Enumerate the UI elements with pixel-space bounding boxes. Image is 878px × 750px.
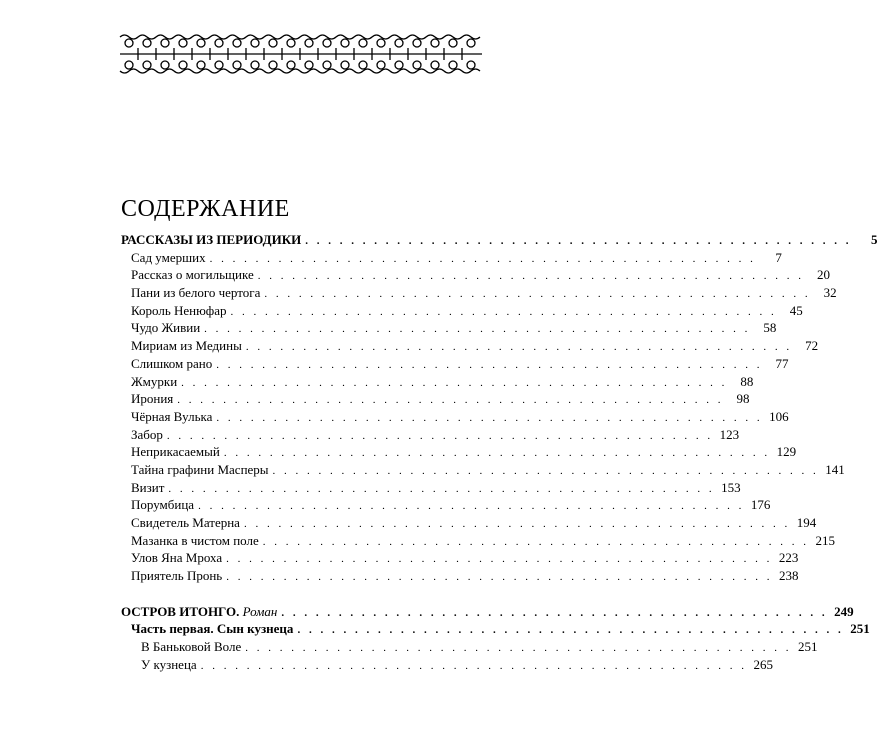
toc-page-number: 265 <box>753 656 773 672</box>
dot-leader: . . . . . . . . . . . . . . . . . . . . . . . . . . . . . . . . . . . . . . . . . . . . . . . . <box>223 447 771 460</box>
toc-page-number: 123 <box>719 426 740 442</box>
toc-entry-label: Рассказ о могильщике <box>131 267 254 283</box>
dot-leader: . . . . . . . . . . . . . . . . . . . . . . . . . . . . . . . . . . . . . . . . . . . . . . . . <box>297 624 844 637</box>
toc-entry[interactable] <box>121 408 789 426</box>
page-title: СОДЕРЖАНИЕ <box>121 196 290 223</box>
toc-entry-label: Пани из белого чертога <box>131 285 261 301</box>
toc-entry[interactable] <box>121 302 803 320</box>
dot-leader: . . . . . . . . . . . . . . . . . . . . . . . . . . . . . . . . . . . . . . . . . . . . . . . . <box>281 606 828 619</box>
dot-leader: . . . . . . . . . . . . . . . . . . . . . . . . . . . . . . . . . . . . . . . . . . . . . . . . <box>272 464 819 477</box>
toc-entry[interactable] <box>121 567 799 585</box>
toc-section-heading[interactable] <box>121 231 878 249</box>
toc-page-number: 176 <box>750 497 771 513</box>
dot-leader: . . . . . . . . . . . . . . . . . . . . . . . . . . . . . . . . . . . . . . . . . . . . . . . . <box>305 235 852 247</box>
table-of-contents <box>121 231 878 674</box>
toc-entry[interactable] <box>121 479 741 497</box>
toc-entry[interactable] <box>121 337 819 355</box>
toc-entry[interactable] <box>121 284 837 302</box>
toc-page-number: 223 <box>778 550 799 566</box>
dot-leader: . . . . . . . . . . . . . . . . . . . . . . . . . . . . . . . . . . . . . . . . . . . . . . . . <box>166 429 714 442</box>
toc-entry-label: Король Ненюфар <box>131 302 227 318</box>
toc-entry-label: Чудо Живии <box>131 320 201 336</box>
dot-leader: . . . . . . . . . . . . . . . . . . . . . . . . . . . . . . . . . . . . . . . . . . . . . . . . <box>181 376 728 389</box>
lace-border-icon <box>120 33 482 75</box>
toc-page-number: 251 <box>850 621 870 637</box>
toc-entry[interactable] <box>121 266 830 284</box>
toc-entry-label: Свидетель Матерна <box>131 515 240 530</box>
dot-leader: . . . . . . . . . . . . . . . . . . . . . . . . . . . . . . . . . . . . . . . . . . . . . . . . <box>198 500 745 513</box>
toc-entry[interactable] <box>121 549 799 567</box>
dot-leader: . . . . . . . . . . . . . . . . . . . . . . . . . . . . . . . . . . . . . . . . . . . . . . . . <box>168 482 715 495</box>
toc-entry-label <box>121 603 277 621</box>
toc-entry[interactable] <box>121 532 836 550</box>
dot-leader: . . . . . . . . . . . . . . . . . . . . . . . . . . . . . . . . . . . . . . . . . . . . . . . . <box>226 571 773 584</box>
toc-page-number: 215 <box>815 532 836 548</box>
toc-page-number: 7 <box>775 249 782 265</box>
toc-entry-label: В Баньковой Воле <box>141 639 242 655</box>
dot-leader: . . . . . . . . . . . . . . . . . . . . . . . . . . . . . . . . . . . . . . . . . . . . . . . . <box>216 411 763 424</box>
dot-leader: . . . . . . . . . . . . . . . . . . . . . . . . . . . . . . . . . . . . . . . . . . . . . . . . <box>226 553 773 566</box>
toc-section-items <box>121 249 845 585</box>
dot-leader: . . . . . . . . . . . . . . . . . . . . . . . . . . . . . . . . . . . . . . . . . . . . . . . . <box>257 270 804 283</box>
toc-entry-label: РАССКАЗЫ ИЗ ПЕРИОДИКИ <box>121 232 302 247</box>
toc-page-number: 106 <box>769 408 789 424</box>
dot-leader: . . . . . . . . . . . . . . . . . . . . . . . . . . . . . . . . . . . . . . . . . . . . . . . . <box>230 305 777 318</box>
toc-page-number: 194 <box>796 515 817 530</box>
toc-entry[interactable] <box>121 656 773 674</box>
dot-leader: . . . . . . . . . . . . . . . . . . . . . . . . . . . . . . . . . . . . . . . . . . . . . . . . <box>264 288 811 301</box>
toc-entry-label: Часть первая. Сын кузнеца <box>131 621 294 637</box>
toc-page-number: 20 <box>816 267 830 283</box>
dot-leader: . . . . . . . . . . . . . . . . . . . . . . . . . . . . . . . . . . . . . . . . . . . . . . . . <box>245 642 792 655</box>
toc-entry-label: Приятель Пронь <box>131 568 223 584</box>
toc-section-items <box>121 638 818 673</box>
toc-page-number: 141 <box>825 461 845 477</box>
toc-page-number: 5 <box>871 232 878 247</box>
dot-leader: . . . . . . . . . . . . . . . . . . . . . . . . . . . . . . . . . . . . . . . . . . . . . . . . <box>243 518 791 530</box>
toc-page-number: 153 <box>721 479 741 495</box>
toc-entry-label: Ирония <box>131 391 174 407</box>
toc-entry[interactable] <box>121 390 750 408</box>
toc-entry[interactable] <box>121 638 818 656</box>
toc-page-number: 58 <box>763 320 777 336</box>
toc-entry-label: Визит <box>131 479 165 495</box>
toc-entry[interactable] <box>121 514 817 532</box>
toc-section-heading[interactable] <box>121 603 854 621</box>
toc-entry-label: Тайна графини Масперы <box>131 461 269 477</box>
toc-entry-label: Мазанка в чистом поле <box>131 532 259 548</box>
toc-entry[interactable] <box>121 426 740 444</box>
toc-entry[interactable] <box>121 319 777 337</box>
toc-entry[interactable] <box>121 355 789 373</box>
toc-page-number: 251 <box>797 639 818 655</box>
toc-entry-label: Мириам из Медины <box>131 338 242 354</box>
toc-page-number: 88 <box>740 373 754 389</box>
dot-leader: . . . . . . . . . . . . . . . . . . . . . . . . . . . . . . . . . . . . . . . . . . . . . . . . <box>216 358 763 371</box>
toc-page-number: 77 <box>775 355 789 371</box>
dot-leader: . . . . . . . . . . . . . . . . . . . . . . . . . . . . . . . . . . . . . . . . . . . . . . . . <box>245 341 793 354</box>
toc-entry-label: Порумбица <box>131 497 195 513</box>
toc-entry[interactable] <box>121 373 754 391</box>
toc-entry[interactable] <box>121 249 782 267</box>
toc-page-number: 32 <box>823 285 837 301</box>
toc-heading-title: ОСТРОВ ИТОНГО. <box>121 603 240 619</box>
dot-leader: . . . . . . . . . . . . . . . . . . . . . . . . . . . . . . . . . . . . . . . . . . . . . . . . <box>262 535 810 548</box>
dot-leader: . . . . . . . . . . . . . . . . . . . . . . . . . . . . . . . . . . . . . . . . . . . . . . . . <box>209 252 756 265</box>
toc-entry-label: Улов Яна Мроха <box>131 550 223 566</box>
toc-entry[interactable] <box>121 443 797 461</box>
toc-entry-label: Забор <box>131 426 163 442</box>
toc-page-number: 249 <box>834 603 854 619</box>
toc-part-heading[interactable] <box>121 620 870 638</box>
dot-leader: . . . . . . . . . . . . . . . . . . . . . . . . . . . . . . . . . . . . . . . . . . . . . . . . <box>177 394 724 407</box>
dot-leader: . . . . . . . . . . . . . . . . . . . . . . . . . . . . . . . . . . . . . . . . . . . . . . . . <box>204 323 751 336</box>
toc-entry[interactable] <box>121 461 845 479</box>
toc-entry-label: Слишком рано <box>131 355 213 371</box>
toc-entry-label: У кузнеца <box>141 656 197 672</box>
toc-entry-label: Сад умерших <box>131 249 206 265</box>
toc-entry-label: Жмурки <box>131 373 178 389</box>
toc-entry-label: Неприкасаемый <box>131 444 220 460</box>
toc-entry-label: Чёрная Вулька <box>131 408 213 424</box>
toc-page-number: 129 <box>776 444 797 460</box>
toc-page-number: 238 <box>778 568 799 584</box>
dot-leader: . . . . . . . . . . . . . . . . . . . . . . . . . . . . . . . . . . . . . . . . . . . . . . . . <box>200 659 747 672</box>
toc-page-number: 72 <box>805 338 819 354</box>
toc-entry[interactable] <box>121 496 771 514</box>
toc-page-number: 98 <box>736 391 750 407</box>
toc-page-number: 45 <box>789 302 803 318</box>
toc-heading-genre: Роман <box>242 603 278 619</box>
section-gap <box>121 585 484 603</box>
